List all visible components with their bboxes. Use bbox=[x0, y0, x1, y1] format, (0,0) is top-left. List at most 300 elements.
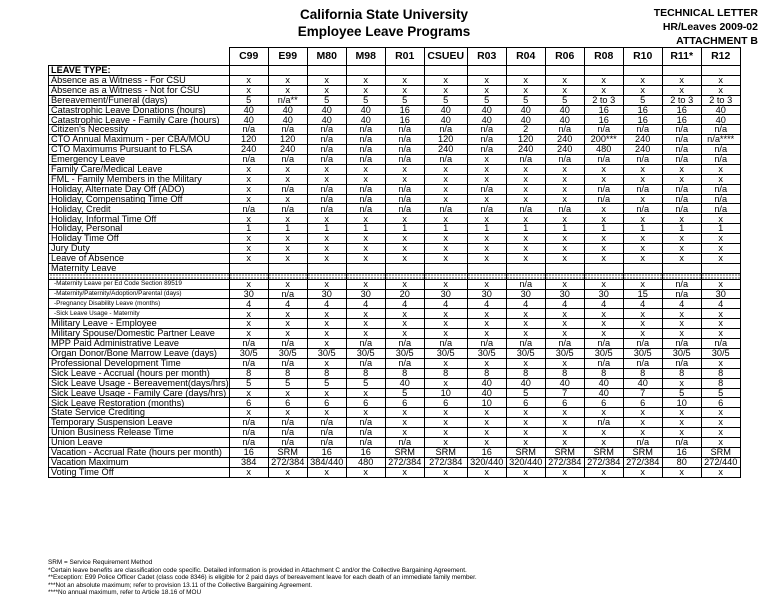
table-cell: n/a bbox=[307, 184, 346, 194]
table-cell: x bbox=[229, 253, 268, 263]
table-cell: 5 bbox=[385, 388, 424, 398]
table-cell: x bbox=[545, 253, 584, 263]
table-cell: 8 bbox=[584, 368, 623, 378]
table-cell: x bbox=[467, 467, 506, 477]
empty-cell bbox=[545, 263, 584, 273]
table-cell: x bbox=[346, 319, 385, 329]
table-cell: x bbox=[662, 309, 701, 319]
table-cell: x bbox=[506, 358, 545, 368]
table-cell: x bbox=[506, 244, 545, 254]
table-cell: x bbox=[662, 164, 701, 174]
table-cell: x bbox=[662, 75, 701, 85]
table-row bbox=[49, 135, 741, 145]
table-cell: x bbox=[506, 75, 545, 85]
table-cell: x bbox=[701, 234, 740, 244]
table-cell: x bbox=[346, 174, 385, 184]
table-cell: 240 bbox=[623, 145, 662, 155]
table-cell: x bbox=[545, 319, 584, 329]
table-cell: n/a bbox=[346, 145, 385, 155]
table-cell: 5 bbox=[268, 378, 307, 388]
table-cell: x bbox=[229, 388, 268, 398]
table-cell: 30/5 bbox=[424, 348, 467, 358]
table-cell: 8 bbox=[701, 378, 740, 388]
row-label: Sick Leave Usage - Family Care (days/hrs) bbox=[49, 388, 230, 398]
table-cell: x bbox=[623, 244, 662, 254]
table-cell: x bbox=[385, 428, 424, 438]
table-cell: x bbox=[701, 358, 740, 368]
table-cell: 40 bbox=[467, 115, 506, 125]
table-cell: 240 bbox=[506, 145, 545, 155]
table-cell: x bbox=[229, 174, 268, 184]
table-cell: x bbox=[545, 437, 584, 447]
table-cell: x bbox=[346, 279, 385, 289]
table-cell: x bbox=[623, 319, 662, 329]
table-cell: 272/384 bbox=[268, 457, 307, 467]
table-cell: x bbox=[268, 279, 307, 289]
table-cell: n/a bbox=[268, 437, 307, 447]
table-cell: x bbox=[662, 467, 701, 477]
table-cell: 16 bbox=[584, 105, 623, 115]
table-cell: n/a bbox=[385, 437, 424, 447]
table-cell: 40 bbox=[229, 115, 268, 125]
table-cell: x bbox=[584, 164, 623, 174]
table-cell: 7 bbox=[623, 388, 662, 398]
table-cell: x bbox=[385, 279, 424, 289]
table-cell: x bbox=[307, 253, 346, 263]
section-label: LEAVE TYPE: bbox=[49, 66, 230, 76]
table-cell: x bbox=[506, 234, 545, 244]
table-cell: 8 bbox=[506, 368, 545, 378]
table-row bbox=[49, 244, 741, 254]
table-cell: n/a bbox=[467, 184, 506, 194]
table-cell: x bbox=[424, 378, 467, 388]
row-label: Jury Duty bbox=[49, 244, 230, 254]
table-cell: x bbox=[584, 85, 623, 95]
row-label: Military Spouse/Domestic Partner Leave bbox=[49, 329, 230, 339]
table-cell: n/a bbox=[346, 204, 385, 214]
table-cell: 6 bbox=[385, 398, 424, 408]
table-cell: 40 bbox=[385, 378, 424, 388]
table-cell: x bbox=[662, 329, 701, 339]
table-cell: n/a bbox=[268, 428, 307, 438]
table-cell: 10 bbox=[662, 398, 701, 408]
table-cell: x bbox=[467, 85, 506, 95]
table-cell: 30/5 bbox=[623, 348, 662, 358]
table-cell: n/a bbox=[307, 125, 346, 135]
table-cell: x bbox=[545, 234, 584, 244]
table-cell: 40 bbox=[424, 115, 467, 125]
table-cell: 5 bbox=[229, 378, 268, 388]
table-row bbox=[49, 368, 741, 378]
table-cell: 2 to 3 bbox=[662, 95, 701, 105]
column-header: R08 bbox=[584, 48, 623, 66]
table-cell: x bbox=[545, 214, 584, 224]
table-cell: x bbox=[584, 309, 623, 319]
table-cell: n/a bbox=[545, 204, 584, 214]
table-cell: x bbox=[424, 329, 467, 339]
table-cell: x bbox=[346, 388, 385, 398]
table-cell: 8 bbox=[385, 368, 424, 378]
empty-cell bbox=[701, 66, 740, 76]
table-cell: n/a bbox=[584, 194, 623, 204]
table-cell: 480 bbox=[346, 457, 385, 467]
table-cell: x bbox=[467, 164, 506, 174]
table-cell: n/a bbox=[229, 428, 268, 438]
column-header: R04 bbox=[506, 48, 545, 66]
column-header: R12 bbox=[701, 48, 740, 66]
table-cell: x bbox=[545, 184, 584, 194]
table-cell: x bbox=[385, 244, 424, 254]
table-cell: x bbox=[346, 164, 385, 174]
table-cell: 4 bbox=[467, 299, 506, 309]
table-row bbox=[49, 447, 741, 457]
empty-cell bbox=[467, 66, 506, 76]
table-cell: x bbox=[506, 319, 545, 329]
table-cell: 40 bbox=[545, 105, 584, 115]
table-cell: 1 bbox=[662, 224, 701, 234]
empty-cell bbox=[584, 66, 623, 76]
table-cell: x bbox=[424, 309, 467, 319]
table-cell: x bbox=[623, 75, 662, 85]
column-header: M80 bbox=[307, 48, 346, 66]
table-cell: x bbox=[229, 319, 268, 329]
row-label: CTO Maximums Pursuant to FLSA bbox=[49, 145, 230, 155]
table-cell: 320/440 bbox=[467, 457, 506, 467]
table-cell: n/a bbox=[701, 155, 740, 165]
table-cell: x bbox=[623, 164, 662, 174]
table-cell: 1 bbox=[584, 224, 623, 234]
table-cell: 6 bbox=[623, 398, 662, 408]
table-cell: 240 bbox=[545, 135, 584, 145]
table-cell: 30 bbox=[346, 289, 385, 299]
table-cell: n/a bbox=[268, 418, 307, 428]
table-cell: x bbox=[545, 279, 584, 289]
table-cell: x bbox=[307, 358, 346, 368]
table-cell: x bbox=[268, 319, 307, 329]
table-row bbox=[49, 105, 741, 115]
table-cell: n/a bbox=[346, 437, 385, 447]
table-cell: x bbox=[506, 194, 545, 204]
table-cell: n/a bbox=[584, 184, 623, 194]
table-cell: x bbox=[424, 428, 467, 438]
footnote-line: SRM = Service Requirement Method bbox=[48, 559, 153, 566]
table-cell: x bbox=[584, 253, 623, 263]
table-cell: x bbox=[584, 329, 623, 339]
empty-cell bbox=[307, 66, 346, 76]
table-cell: n/a bbox=[307, 204, 346, 214]
empty-cell bbox=[545, 66, 584, 76]
footnote-line: ****No annual maximum, refer to Article 18.16 of MOU bbox=[48, 589, 202, 597]
footnotes bbox=[48, 559, 477, 597]
table-cell: x bbox=[268, 309, 307, 319]
table-cell: n/a bbox=[584, 155, 623, 165]
table-row bbox=[49, 398, 741, 408]
table-cell: x bbox=[701, 244, 740, 254]
table-cell: x bbox=[623, 329, 662, 339]
table-cell: n/a bbox=[662, 437, 701, 447]
row-label: Sick Leave - Accrual (hours per month) bbox=[49, 368, 230, 378]
table-row bbox=[49, 457, 741, 467]
table-cell: x bbox=[467, 234, 506, 244]
table-cell: n/a bbox=[268, 289, 307, 299]
table-cell: 4 bbox=[268, 299, 307, 309]
table-cell: x bbox=[662, 174, 701, 184]
table-cell: 40 bbox=[268, 115, 307, 125]
table-cell: 40 bbox=[307, 105, 346, 115]
table-cell: x bbox=[545, 358, 584, 368]
table-row bbox=[49, 358, 741, 368]
table-cell: x bbox=[467, 437, 506, 447]
table-cell: x bbox=[701, 319, 740, 329]
table-cell: x bbox=[506, 418, 545, 428]
table-cell: x bbox=[584, 279, 623, 289]
table-cell: n/a bbox=[701, 204, 740, 214]
table-cell: 30/5 bbox=[268, 348, 307, 358]
table-cell: 120 bbox=[268, 135, 307, 145]
table-cell: x bbox=[385, 174, 424, 184]
table-cell: x bbox=[701, 75, 740, 85]
table-cell: x bbox=[229, 214, 268, 224]
row-label: Holiday, Compensating Time Off bbox=[49, 194, 230, 204]
row-label: Holiday Time Off bbox=[49, 234, 230, 244]
table-cell: 30/5 bbox=[346, 348, 385, 358]
table-cell: n/a bbox=[467, 204, 506, 214]
table-cell: x bbox=[424, 437, 467, 447]
table-cell: n/a bbox=[662, 339, 701, 349]
table-cell: 40 bbox=[584, 388, 623, 398]
table-cell: 10 bbox=[424, 388, 467, 398]
table-cell: 40 bbox=[467, 378, 506, 388]
table-cell: 5 bbox=[701, 388, 740, 398]
table-cell: x bbox=[584, 174, 623, 184]
table-cell: n/a bbox=[385, 125, 424, 135]
table-cell: SRM bbox=[506, 447, 545, 457]
empty-cell bbox=[662, 66, 701, 76]
table-row bbox=[49, 279, 741, 289]
table-cell: x bbox=[229, 329, 268, 339]
table-cell: x bbox=[701, 418, 740, 428]
table-cell: n/a bbox=[385, 204, 424, 214]
table-cell: x bbox=[346, 253, 385, 263]
table-cell: 6 bbox=[307, 398, 346, 408]
empty-cell bbox=[229, 263, 268, 273]
table-cell: x bbox=[229, 164, 268, 174]
table-cell: n/a bbox=[385, 184, 424, 194]
table-cell: x bbox=[701, 437, 740, 447]
table-cell: x bbox=[467, 214, 506, 224]
table-cell: 40 bbox=[268, 105, 307, 115]
footnote-line: *Certain leave benefits are classification code specific. Detailed information is provided in Attachment C and/or the Collective Bargaining Agreement. bbox=[48, 566, 467, 574]
table-cell: 272/440 bbox=[701, 457, 740, 467]
table-cell: 40 bbox=[545, 115, 584, 125]
table-cell: n/a bbox=[506, 339, 545, 349]
row-label: -Maternity/Paternity/Adoption/Parental (days) bbox=[49, 289, 230, 299]
empty-cell bbox=[623, 263, 662, 273]
column-header: E99 bbox=[268, 48, 307, 66]
table-cell: 30 bbox=[467, 289, 506, 299]
table-cell: x bbox=[307, 164, 346, 174]
table-cell: x bbox=[346, 408, 385, 418]
table-cell: SRM bbox=[385, 447, 424, 457]
table-cell: x bbox=[424, 319, 467, 329]
table-cell: x bbox=[467, 75, 506, 85]
table-cell: x bbox=[385, 467, 424, 477]
empty-cell bbox=[346, 66, 385, 76]
table-cell: 30 bbox=[424, 289, 467, 299]
table-cell: 30/5 bbox=[701, 348, 740, 358]
table-cell: n/a bbox=[506, 155, 545, 165]
table-cell: 80 bbox=[662, 457, 701, 467]
table-cell: x bbox=[584, 75, 623, 85]
row-label: Temporary Suspension Leave bbox=[49, 418, 230, 428]
table-cell: 8 bbox=[307, 368, 346, 378]
table-cell: n/a bbox=[424, 339, 467, 349]
table-cell: 40 bbox=[346, 115, 385, 125]
table-cell: x bbox=[385, 418, 424, 428]
row-label: Bereavement/Funeral (days) bbox=[49, 95, 230, 105]
table-cell: 4 bbox=[307, 299, 346, 309]
table-row bbox=[49, 408, 741, 418]
table-cell: 4 bbox=[545, 299, 584, 309]
table-cell: x bbox=[623, 253, 662, 263]
table-cell: 16 bbox=[662, 115, 701, 125]
table-cell: 8 bbox=[229, 368, 268, 378]
table-row bbox=[49, 125, 741, 135]
row-label: MPP Paid Administrative Leave bbox=[49, 339, 230, 349]
table-cell: x bbox=[424, 85, 467, 95]
table-cell: 10 bbox=[467, 398, 506, 408]
table-cell: 120 bbox=[229, 135, 268, 145]
table-cell: x bbox=[467, 244, 506, 254]
column-header: M98 bbox=[346, 48, 385, 66]
table-cell: n/a bbox=[346, 125, 385, 135]
table-cell: 30/5 bbox=[545, 348, 584, 358]
table-cell: n/a bbox=[623, 125, 662, 135]
empty-cell bbox=[385, 263, 424, 273]
tech-line2: HR/Leaves 2009-02 bbox=[662, 21, 758, 33]
table-cell: x bbox=[385, 85, 424, 95]
table-cell: x bbox=[506, 329, 545, 339]
table-row bbox=[49, 145, 741, 155]
table-cell: 40 bbox=[424, 105, 467, 115]
table-cell: x bbox=[385, 408, 424, 418]
empty-cell bbox=[229, 66, 268, 76]
column-header: R06 bbox=[545, 48, 584, 66]
table-cell: n/a bbox=[424, 204, 467, 214]
table-cell: 16 bbox=[584, 115, 623, 125]
table-cell: 8 bbox=[545, 368, 584, 378]
table-cell: x bbox=[545, 85, 584, 95]
table-cell: x bbox=[424, 234, 467, 244]
row-label: Professional Development Time bbox=[49, 358, 230, 368]
table-cell: x bbox=[467, 418, 506, 428]
table-cell: 16 bbox=[346, 447, 385, 457]
table-cell: n/a bbox=[623, 358, 662, 368]
table-cell: x bbox=[268, 467, 307, 477]
table-cell: x bbox=[385, 253, 424, 263]
table-cell: n/a bbox=[701, 145, 740, 155]
table-cell: 8 bbox=[662, 368, 701, 378]
column-header: R11* bbox=[662, 48, 701, 66]
empty-cell bbox=[623, 66, 662, 76]
table-cell: x bbox=[584, 428, 623, 438]
table-cell: 40 bbox=[623, 378, 662, 388]
table-cell: x bbox=[506, 437, 545, 447]
table-cell: 16 bbox=[623, 115, 662, 125]
row-label: Sick Leave Restoration (months) bbox=[49, 398, 230, 408]
table-cell: x bbox=[307, 467, 346, 477]
table-cell: x bbox=[662, 428, 701, 438]
table-cell: 6 bbox=[506, 398, 545, 408]
table-cell: x bbox=[307, 279, 346, 289]
table-cell: x bbox=[467, 253, 506, 263]
table-cell: x bbox=[385, 234, 424, 244]
table-cell: x bbox=[506, 408, 545, 418]
table-row bbox=[49, 378, 741, 388]
column-header-row bbox=[49, 48, 741, 66]
table-row bbox=[49, 194, 741, 204]
table-cell: x bbox=[506, 85, 545, 95]
table-cell: n/a bbox=[662, 135, 701, 145]
table-cell: x bbox=[701, 467, 740, 477]
section-row bbox=[49, 66, 741, 76]
table-cell: 480 bbox=[584, 145, 623, 155]
row-label: Union Leave bbox=[49, 437, 230, 447]
table-row bbox=[49, 309, 741, 319]
row-label: Holiday, Credit bbox=[49, 204, 230, 214]
table-cell: n/a bbox=[424, 125, 467, 135]
table-cell: 1 bbox=[268, 224, 307, 234]
table-cell: 16 bbox=[662, 447, 701, 457]
table-cell: x bbox=[584, 204, 623, 214]
table-cell: n/a bbox=[268, 184, 307, 194]
table-cell: x bbox=[701, 174, 740, 184]
table-cell: x bbox=[584, 244, 623, 254]
table-row bbox=[49, 234, 741, 244]
table-cell: n/a bbox=[662, 358, 701, 368]
table-cell: 6 bbox=[584, 398, 623, 408]
table-cell: x bbox=[385, 214, 424, 224]
table-cell: n/a bbox=[346, 194, 385, 204]
table-cell: x bbox=[623, 467, 662, 477]
table-cell: x bbox=[346, 244, 385, 254]
table-cell: 5 bbox=[229, 95, 268, 105]
table-cell: x bbox=[424, 214, 467, 224]
table-cell: 30/5 bbox=[467, 348, 506, 358]
table-cell: x bbox=[467, 194, 506, 204]
table-cell: x bbox=[346, 234, 385, 244]
table-row bbox=[49, 388, 741, 398]
table-cell: 6 bbox=[545, 398, 584, 408]
table-cell: 1 bbox=[424, 224, 467, 234]
table-cell: 30 bbox=[506, 289, 545, 299]
table-cell: x bbox=[268, 75, 307, 85]
table-cell: x bbox=[662, 244, 701, 254]
table-cell: 320/440 bbox=[506, 457, 545, 467]
table-cell: x bbox=[623, 428, 662, 438]
table-cell: 2 to 3 bbox=[584, 95, 623, 105]
table-cell: 120 bbox=[506, 135, 545, 145]
table-row bbox=[49, 253, 741, 263]
row-label: Organ Donor/Bone Marrow Leave (days) bbox=[49, 348, 230, 358]
table-cell: n/a bbox=[623, 155, 662, 165]
table-cell: n/a bbox=[584, 418, 623, 428]
table-cell: x bbox=[229, 309, 268, 319]
table-cell: x bbox=[307, 174, 346, 184]
empty-cell bbox=[662, 263, 701, 273]
table-cell: x bbox=[229, 244, 268, 254]
table-cell: x bbox=[467, 155, 506, 165]
